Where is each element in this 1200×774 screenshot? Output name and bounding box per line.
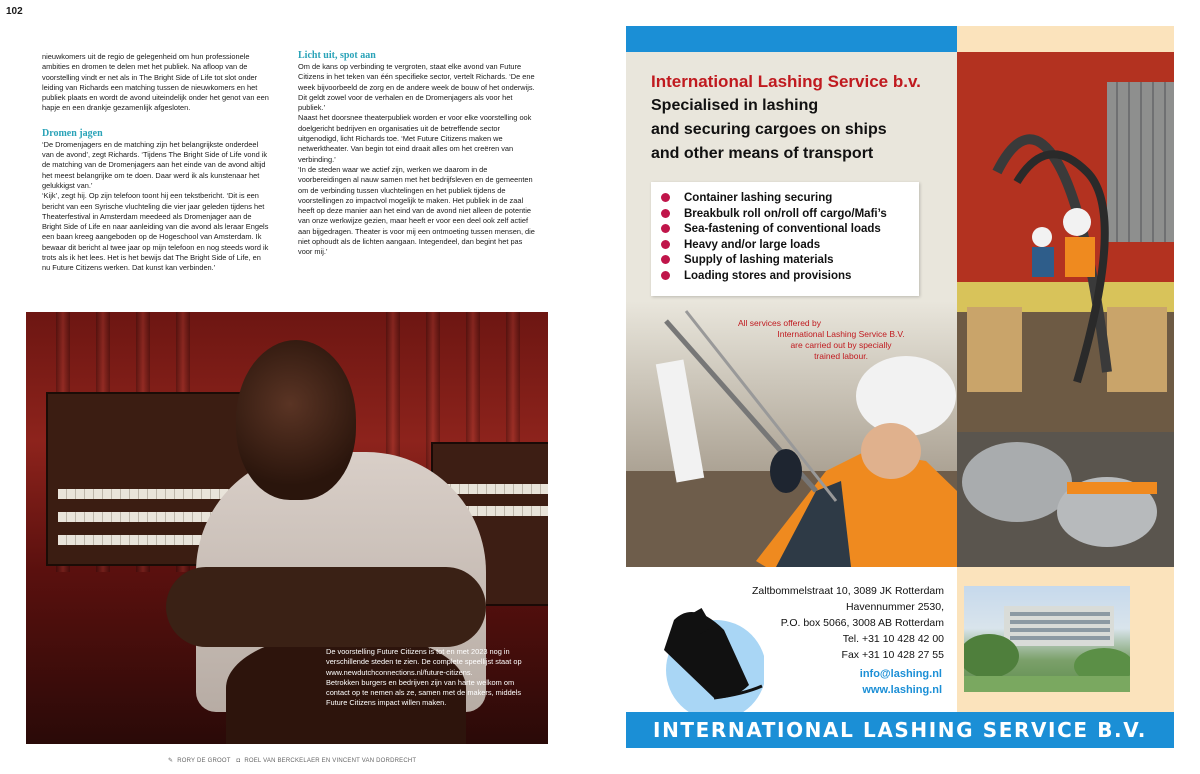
photographer-credit: ROEL VAN BERCKELAER EN VINCENT VAN DORDRECHT [244,758,417,764]
fax-number: Fax +31 10 428 27 55 [841,649,944,661]
article-column-2 [298,50,536,258]
article-paragraph: Om de kans op verbinding te vergroten, staat elke avond van Future Citizens in het teken van één specifieke sector, vertelt Richards. ‘De ene week bijvoorbeeld de zorg en de andere week de bouw of het onderwijs. Dit geldt zowel voor de verhalen en de Dromenjagers als voor het publiek.’ [298,62,535,113]
services-list [651,182,919,296]
article-paragraph: ‘Kijk’, zegt hij. Op zijn telefoon toont hij een tekstbericht. ‘Dit is een bericht van een Syrische vluchteling die vier jaar geleden tijdens het Theaterfestival in Amsterdam meedeed als Dromenjager aan de Bright Side of Life en naar aanleiding van die avond als leraar Engels een baan kreeg aangeboden op de Hogeschool van Amsterdam. Ik bewaar dit bericht al twee jaar op mijn telefoon en nog steeds word ik trots als ik het lees. Het is het bewijs dat The Bright Side of Life, en nu Future Citizens werken. Dat kunst kan verbinden.’ [42,191,269,273]
note-line: International Lashing Service B.V. [777,329,905,339]
cargo-lashing-photo [957,52,1174,567]
tagline-line: and securing cargoes on ships [651,121,887,138]
address-line: Zaltbommelstraat 10, 3089 JK Rotterdam [751,585,944,597]
page-number: 102 [6,6,23,17]
section-heading-dromen-jagen: Dromen jagen [42,127,103,139]
bullet-icon [661,209,670,218]
camera-icon: ◘ [236,758,241,764]
photo-caption [326,647,526,709]
service-item: Heavy and/or large loads [661,238,919,254]
service-item: Loading stores and provisions [661,269,919,285]
pencil-icon: ✎ [168,758,174,764]
bullet-icon [661,240,670,249]
address-line: P.O. box 5066, 3008 AB Rotterdam [780,617,944,629]
banner-company-name: INTERNATIONAL LASHING SERVICE B.V. [653,718,1147,742]
note-line: All services offered by [738,318,821,328]
address-line: Havennummer 2530, [845,601,944,613]
caption-text: Betrokken burgers en bedrijven zijn van harte welkom om contact op te nemen als ze, samen met de makers, middels Future Citizens impact willen maken. [326,677,522,708]
bullet-icon [661,224,670,233]
website-link[interactable]: www.lashing.nl [862,684,942,696]
article-paragraph: Naast het doorsnee theaterpubliek worden er voor elke voorstelling ook doelgericht bedrijven en organisaties uit de betreffende sector uitgenodigd, licht Richards toe. ‘Met Future Citizens maken we netwerktheater. Van begin tot eind draait alles om het creëren van verbinding.’ [298,113,532,164]
contact-links [776,666,942,698]
note-line: trained labour. [814,351,868,361]
tagline-line: Specialised in lashing [651,97,819,114]
article-paragraph: ‘De Dromenjagers en de matching zijn het belangrijkste onderdeel van de avond’, zegt Richards. ‘Tijdens The Bright Side of Life vond ik de matching van de Dromenjagers aan het einde van de avond altijd het meest belangrijke om te doen. Daar werd ik als kunstenaar het gelukkigst van.’ [42,139,268,190]
lashing-advertisement [626,26,1174,748]
service-item: Breakbulk roll on/roll off cargo/Mafi’s [661,207,919,223]
bullet-icon [661,193,670,202]
caption-text: De voorstelling Future Citizens is tot en met 2023 nog in verschillende steden te zien. De complete speellijst staat op www.newdutchconnections.nl/future-citizens. [326,647,522,677]
service-item: Sea-fastening of conventional loads [661,222,919,238]
bullet-icon [661,255,670,264]
ad-tagline [651,94,951,166]
section-heading-licht-uit: Licht uit, spot aan [298,50,376,61]
note-line: are carried out by specially [790,340,892,350]
photo-credits [168,757,420,764]
office-building-photo [964,586,1130,692]
service-item: Container lashing securing [661,191,919,207]
phone-number: Tel. +31 10 428 42 00 [842,633,944,645]
service-item: Supply of lashing materials [661,253,919,269]
ad-note [738,318,936,362]
company-name: International Lashing Service b.v. [651,72,921,91]
address-block [726,583,944,663]
email-link[interactable]: info@lashing.nl [859,668,942,680]
tagline-line: and other means of transport [651,145,874,162]
bullet-icon [661,271,670,280]
article-paragraph: nieuwkomers uit de regio de gelegenheid om hun professionele ambities en dromen te delen met het publiek. Na afloop van de voorstelling vindt er net als in The Bright Side of Life tot slot onder leiding van Richards een matching tussen de nieuwkomers en het publiek plaats en wordt de avond uiteindelijk onder het genot van een hapje en een drankje gezamenlijk afgesloten. [42,52,269,113]
writer-credit: RORY DE GROOT [177,758,231,764]
article-paragraph: ‘In de steden waar we actief zijn, werken we daarom in de voorbereidingen al nauw samen met het bedrijfsleven en de gemeenten om de verbinding tussen vluchtelingen en het publiek tijdens de voorstellingen zo impactvol mogelijk te maken. Het publiek in de zaal heeft op deze manier aan het eind van de avond niet alleen de potentie van onze werkwijze gezien, maar heeft er voor een deel ook zelf actief aan bijgedragen. Theater is voor mij een ontmoeting tussen mensen, die niet ophoudt als de lichten aangaan. Integendeel, dan begint het pas voor mij.’ [298,164,535,257]
article-column-1 [42,52,270,274]
